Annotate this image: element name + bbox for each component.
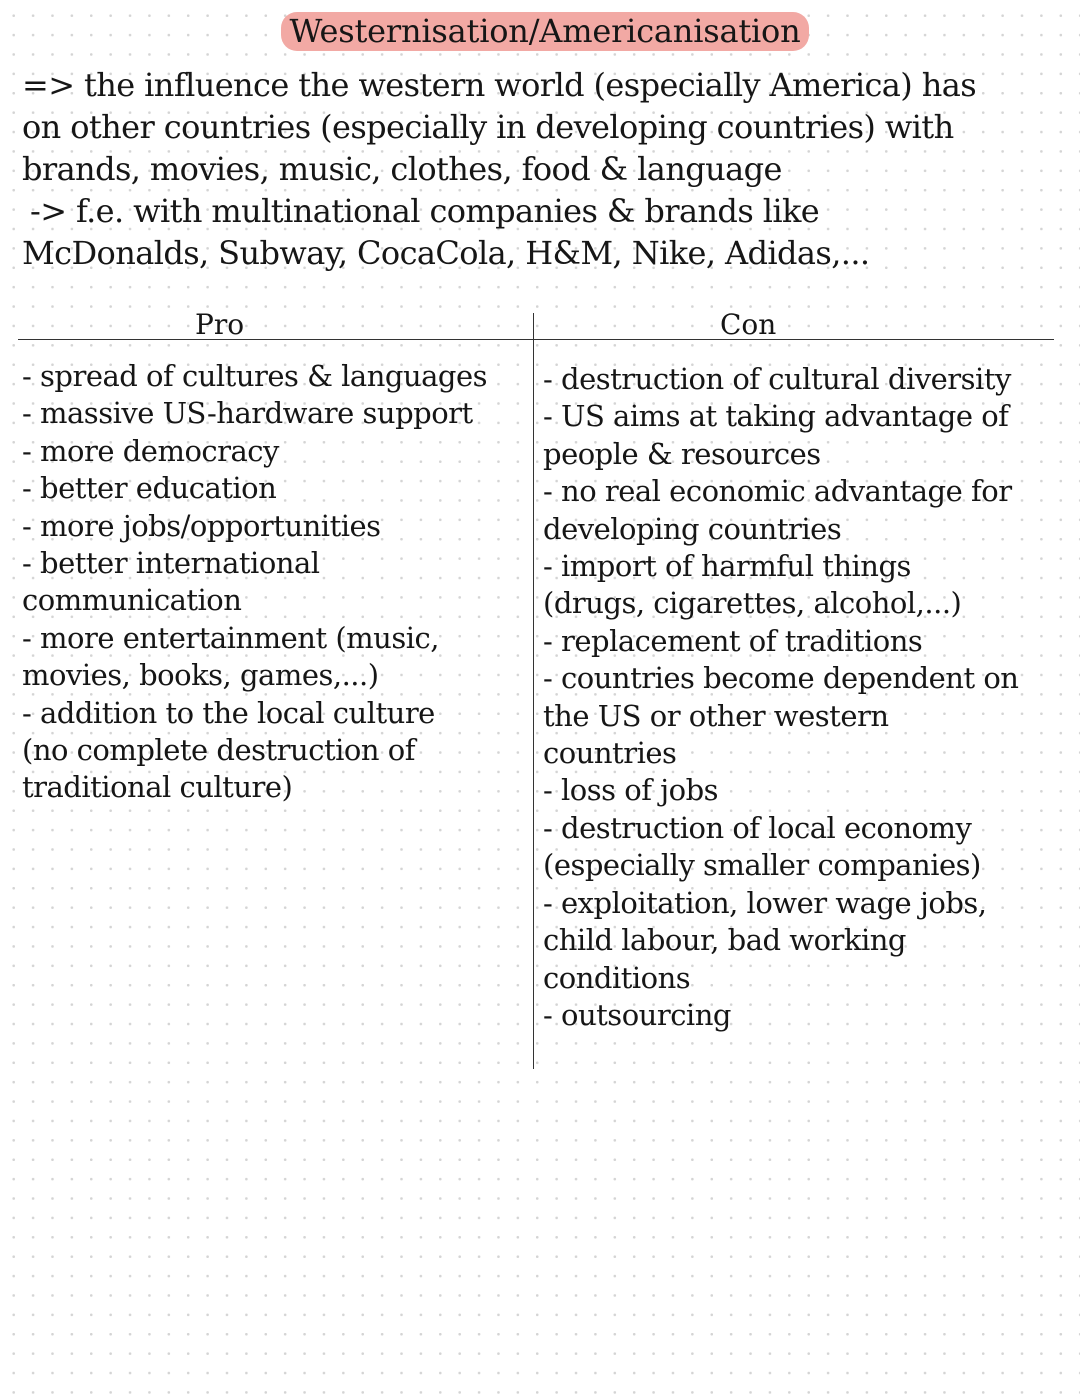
pro-line: movies, books, games,...): [22, 658, 379, 693]
pro-line: - massive US-hardware support: [22, 396, 473, 431]
intro-line: => the influence the western world (especially America) has: [22, 66, 977, 104]
pro-header: Pro: [195, 308, 245, 341]
con-line: - US aims at taking advantage of: [543, 399, 1009, 434]
header-divider: [18, 339, 1054, 340]
intro-line: on other countries (especially in developing countries) with: [22, 108, 954, 146]
pro-line: - better international: [22, 546, 320, 581]
intro-line: McDonalds, Subway, CocaCola, H&M, Nike, Adidas,...: [22, 234, 870, 272]
con-line: - import of harmful things: [543, 549, 911, 584]
pro-line: communication: [22, 583, 242, 618]
con-header: Con: [720, 308, 777, 341]
con-line: (especially smaller companies): [543, 848, 981, 883]
con-line: (drugs, cigarettes, alcohol,...): [543, 586, 962, 621]
con-line: - loss of jobs: [543, 773, 719, 808]
con-line: people & resources: [543, 436, 821, 471]
pro-line: - more democracy: [22, 433, 279, 468]
pro-con-table: [18, 310, 1054, 1070]
con-line: - outsourcing: [543, 997, 731, 1032]
pro-line: - better education: [22, 471, 277, 506]
title-row: [0, 12, 1080, 51]
intro-line: -> f.e. with multinational companies & brands like: [30, 192, 820, 230]
pro-line: - spread of cultures & languages: [22, 359, 488, 393]
con-line: countries: [543, 736, 677, 771]
con-line: - exploitation, lower wage jobs,: [543, 885, 987, 920]
con-line: child labour, bad working: [543, 923, 906, 958]
intro-line: brands, movies, music, clothes, food & language: [22, 150, 782, 188]
pro-line: traditional culture): [22, 770, 293, 805]
con-line: - destruction of cultural diversity: [543, 362, 1011, 396]
con-line: conditions: [543, 960, 691, 995]
con-column: [543, 361, 1058, 1034]
con-line: - replacement of traditions: [543, 623, 923, 658]
pro-line: (no complete destruction of: [22, 733, 415, 768]
con-line: - destruction of local economy: [543, 810, 972, 845]
con-line: - no real economic advantage for: [543, 474, 1012, 509]
pro-column: [22, 358, 527, 807]
column-divider: [533, 313, 534, 1069]
con-line: the US or other western: [543, 698, 889, 733]
con-line: - countries become dependent on: [543, 661, 1019, 696]
con-line: developing countries: [543, 511, 842, 546]
pro-line: - more entertainment (music,: [22, 620, 439, 655]
page-title: Westernisation/Americanisation: [281, 12, 808, 51]
pro-line: - addition to the local culture: [22, 695, 435, 730]
intro-text: [22, 64, 1072, 274]
pro-line: - more jobs/opportunities: [22, 508, 381, 543]
